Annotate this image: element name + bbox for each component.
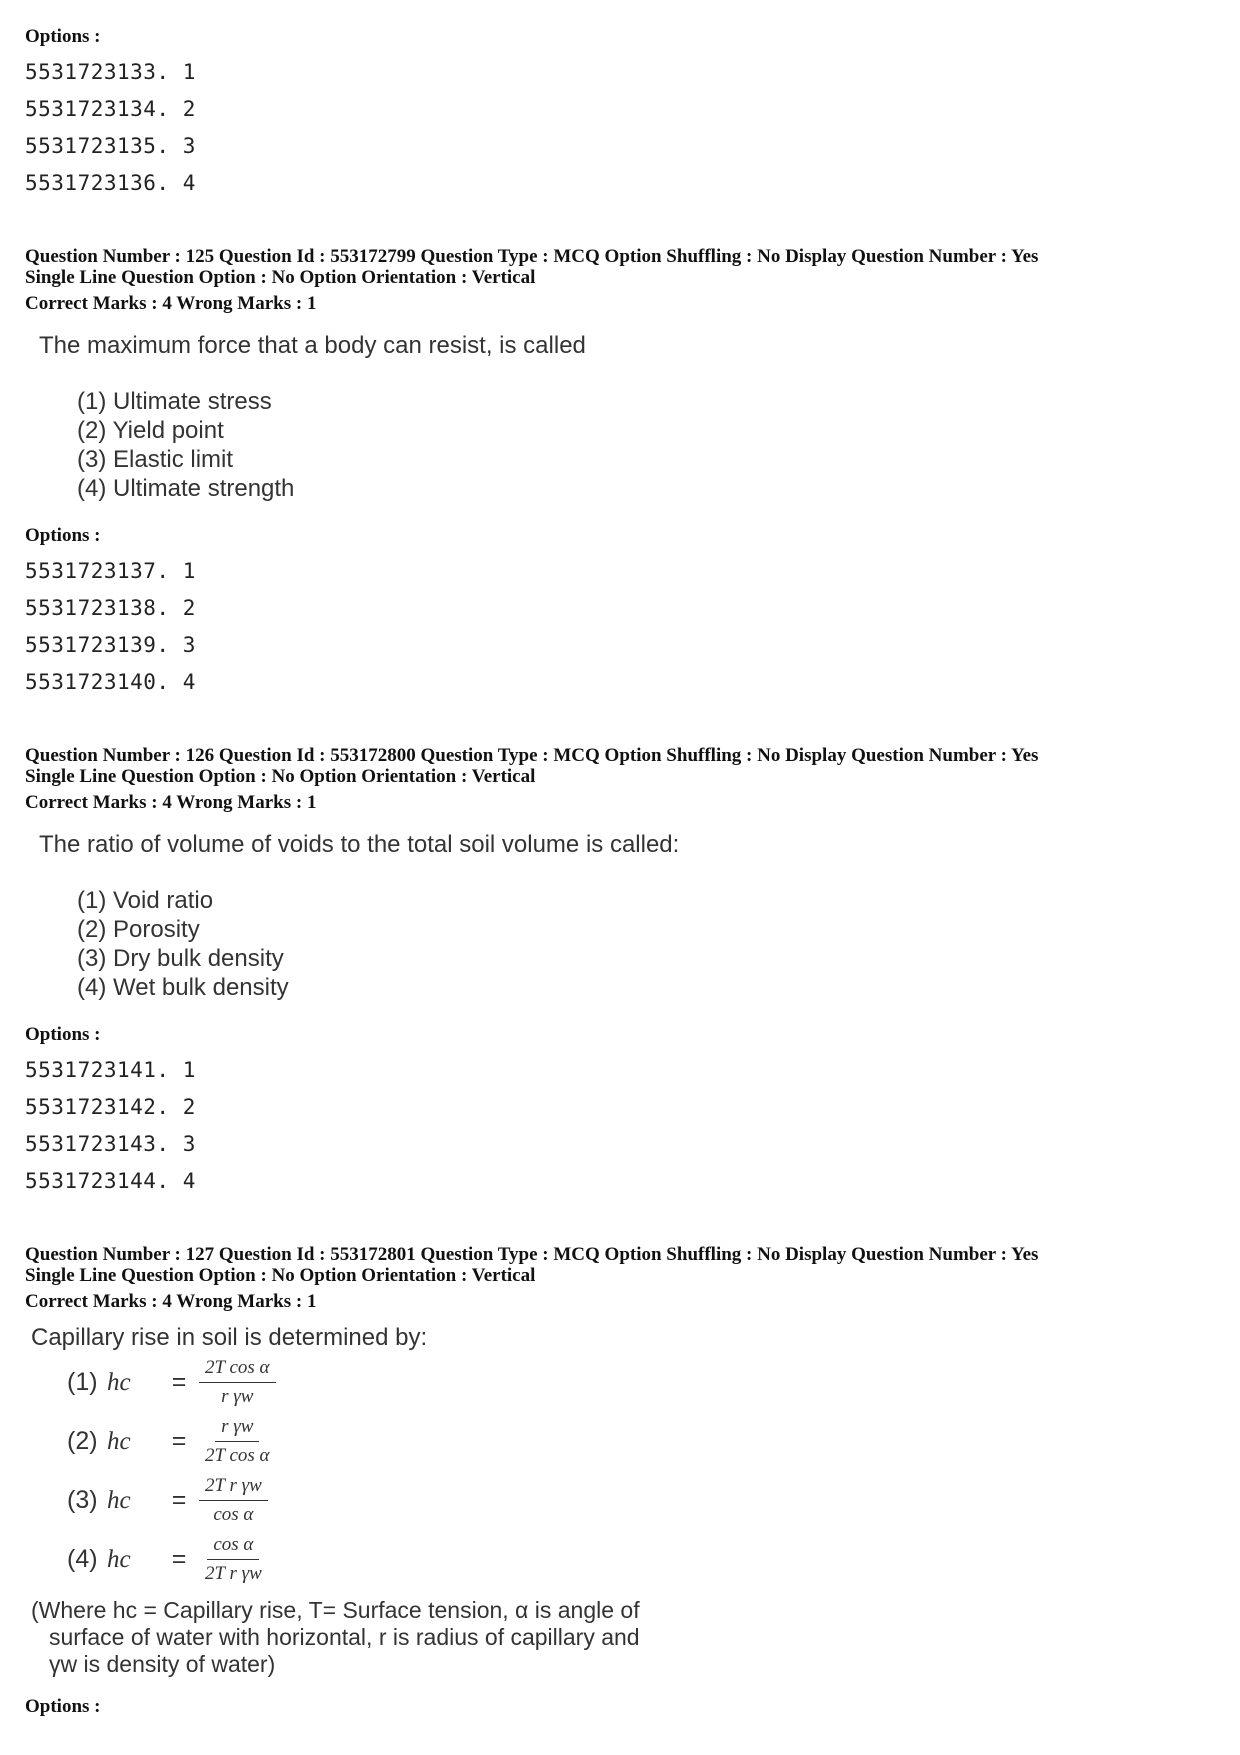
option-item: 5531723141. 1 xyxy=(25,1058,196,1082)
option-item: 5531723139. 3 xyxy=(25,633,196,657)
formula-lhs: hc xyxy=(107,1368,131,1396)
choice-item: (1) Ultimate stress xyxy=(77,388,272,415)
options-label: Options : xyxy=(25,525,101,546)
option-list xyxy=(25,1052,1215,1200)
question-meta xyxy=(25,246,1215,288)
question-body xyxy=(25,331,1215,503)
question-block-125 xyxy=(25,246,1215,701)
options-label: Options : xyxy=(25,1024,101,1045)
option-item: 5531723142. 2 xyxy=(25,1095,196,1119)
formula-numerator: 2T cos α xyxy=(199,1357,276,1383)
question-meta xyxy=(25,745,1215,787)
option-item: 5531723134. 2 xyxy=(25,97,196,121)
choice-item: (2) Porosity xyxy=(77,916,200,943)
question-block-127 xyxy=(25,1244,1215,1718)
question-stem: The ratio of volume of voids to the total soil volume is called: xyxy=(39,831,680,858)
formula-fraction xyxy=(199,1475,268,1526)
formula-choice xyxy=(67,1353,1215,1412)
formula-lhs: hc xyxy=(107,1545,131,1573)
options-label: Options : xyxy=(25,26,101,47)
prev-question-options xyxy=(25,26,1215,202)
formula-note-line: γw is density of water) xyxy=(49,1651,276,1677)
choice-item: (2) Yield point xyxy=(77,417,224,444)
formula-equals: = xyxy=(171,1486,187,1514)
question-meta-line: Single Line Question Option : No Option Orientation : Vertical xyxy=(25,267,536,288)
formula-denominator: 2T cos α xyxy=(205,1445,270,1466)
question-choices xyxy=(77,387,1215,503)
formula-numerator: 2T r γw xyxy=(199,1475,268,1501)
option-item: 5531723140. 4 xyxy=(25,670,196,694)
formula-number: (1) xyxy=(67,1368,98,1396)
formula-choice xyxy=(67,1530,1215,1589)
option-item: 5531723143. 3 xyxy=(25,1132,196,1156)
formula-numerator: r γw xyxy=(215,1416,259,1442)
question-meta-line: Single Line Question Option : No Option Orientation : Vertical xyxy=(25,1265,536,1286)
formula-fraction xyxy=(199,1534,268,1585)
formula-lhs: hc xyxy=(107,1486,131,1514)
question-meta xyxy=(25,1244,1215,1286)
question-stem: The maximum force that a body can resist, is called xyxy=(39,332,586,359)
formula-number: (3) xyxy=(67,1486,98,1514)
formula-denominator: cos α xyxy=(213,1504,254,1525)
option-list xyxy=(25,553,1215,701)
choice-item: (4) Wet bulk density xyxy=(77,974,289,1001)
question-marks: Correct Marks : 4 Wrong Marks : 1 xyxy=(25,1291,317,1312)
question-body xyxy=(25,1323,1215,1678)
formula-choice xyxy=(67,1412,1215,1471)
formula-fraction xyxy=(199,1357,276,1408)
option-list xyxy=(25,54,1215,202)
formula-denominator: 2T r γw xyxy=(205,1563,262,1584)
choice-item: (4) Ultimate strength xyxy=(77,475,295,502)
choice-item: (3) Elastic limit xyxy=(77,446,234,473)
formula-lhs: hc xyxy=(107,1427,131,1455)
formula-number: (4) xyxy=(67,1545,98,1573)
formula-equals: = xyxy=(171,1368,187,1396)
question-meta-line: Question Number : 127 Question Id : 553172801 Question Type : MCQ Option Shuffling : No Display Question Number : Yes xyxy=(25,1244,1039,1265)
choice-item: (3) Dry bulk density xyxy=(77,945,284,972)
choice-item: (1) Void ratio xyxy=(77,887,214,914)
question-meta-line: Question Number : 125 Question Id : 553172799 Question Type : MCQ Option Shuffling : No Display Question Number : Yes xyxy=(25,246,1039,267)
formula-note xyxy=(31,1597,1215,1678)
option-item: 5531723136. 4 xyxy=(25,171,196,195)
formula-fraction xyxy=(199,1416,276,1467)
question-meta-line: Single Line Question Option : No Option Orientation : Vertical xyxy=(25,766,536,787)
option-item: 5531723138. 2 xyxy=(25,596,196,620)
question-marks: Correct Marks : 4 Wrong Marks : 1 xyxy=(25,293,317,314)
question-meta-line: Question Number : 126 Question Id : 553172800 Question Type : MCQ Option Shuffling : No Display Question Number : Yes xyxy=(25,745,1039,766)
question-stem: Capillary rise in soil is determined by: xyxy=(31,1324,428,1351)
option-item: 5531723133. 1 xyxy=(25,60,196,84)
formula-number: (2) xyxy=(67,1427,98,1455)
formula-equals: = xyxy=(171,1545,187,1573)
options-label: Options : xyxy=(25,1696,101,1717)
question-marks: Correct Marks : 4 Wrong Marks : 1 xyxy=(25,792,317,813)
formula-note-line: (Where hc = Capillary rise, T= Surface tension, α is angle of xyxy=(31,1597,640,1623)
formula-denominator: r γw xyxy=(221,1386,254,1407)
formula-note-line: surface of water with horizontal, r is radius of capillary and xyxy=(49,1624,640,1650)
question-paper-page xyxy=(25,26,1215,1718)
option-item: 5531723137. 1 xyxy=(25,559,196,583)
formula-numerator: cos α xyxy=(207,1534,259,1560)
question-block-126 xyxy=(25,745,1215,1200)
option-item: 5531723135. 3 xyxy=(25,134,196,158)
formula-choice xyxy=(67,1471,1215,1530)
question-body xyxy=(25,830,1215,1002)
question-choices xyxy=(77,886,1215,1002)
formula-equals: = xyxy=(171,1427,187,1455)
option-item: 5531723144. 4 xyxy=(25,1169,196,1193)
